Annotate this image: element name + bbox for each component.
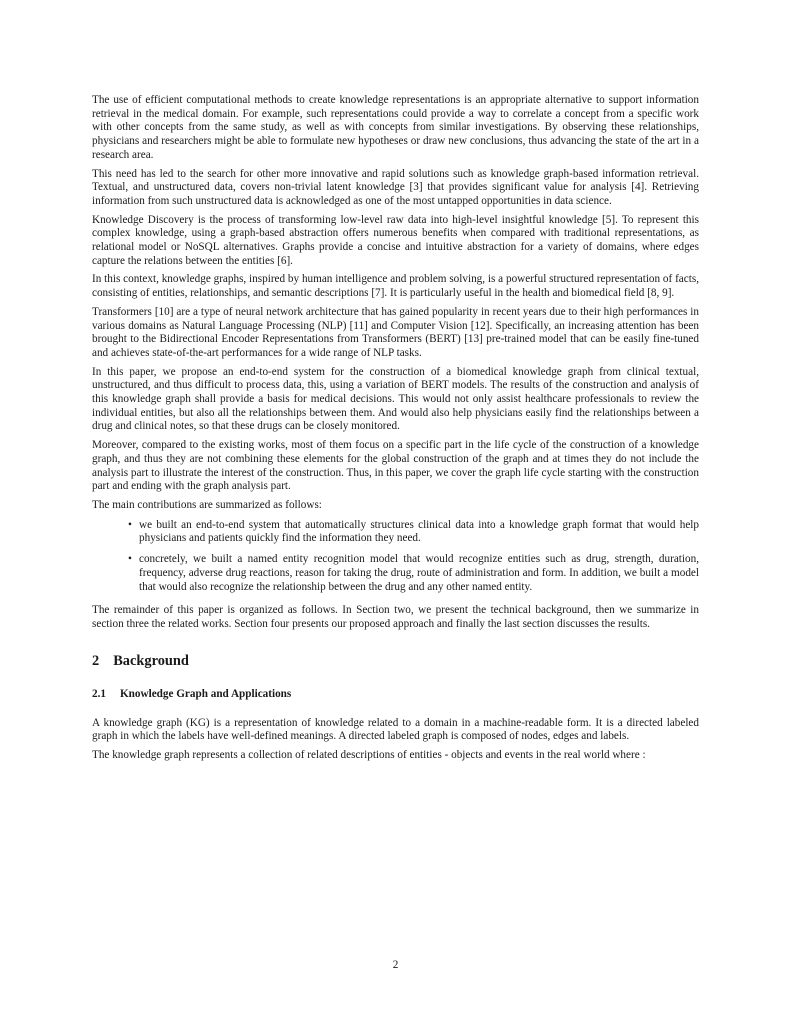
paragraph-contributions-lead: The main contributions are summarized as follows: xyxy=(92,498,322,511)
subsection-heading xyxy=(92,687,699,701)
paragraph-intro-5: Transformers [10] are a type of neural network architecture that has gained popularity in recent years due to their high performances in various domains as Natural Language Processing (NLP) [11] and Computer Vision [12]. Specifically, an increasing attention has been brought to the Bidirectional Encoder Representations from Transformers (BERT) [13] pre-trained model that can be easily fine-tuned and achieves state-of-the-art performances for a wide range of NLP tasks. xyxy=(92,305,699,359)
paragraph-kg-1: A knowledge graph (KG) is a representation of knowledge related to a domain in a machine-readable form. It is a directed labeled graph in which the labels have well-defined meanings. A directed labeled graph is composed of nodes, edges and labels. xyxy=(92,716,699,743)
section-title: Background xyxy=(113,652,189,669)
paper-body xyxy=(92,94,699,768)
section-heading xyxy=(92,652,699,670)
paragraph-outline: The remainder of this paper is organized as follows. In Section two, we present the technical background, then we summarize in section three the related works. Section four presents our proposed approach and finally the last section discusses the results. xyxy=(92,604,699,630)
paragraph-intro-2: This need has led to the search for other more innovative and rapid solutions such as knowledge graph-based information retrieval. Textual, and unstructured data, covers non-trivial latent knowledge [3] that provides significant value for analysis [4]. Retrieving information from such unstructured data is acknowledged as one of the most untapped opportunities in data science. xyxy=(92,167,699,207)
paragraph-intro-7: Moreover, compared to the existing works, most of them focus on a specific part in the life cycle of the construction of a knowledge graph, and thus they are not combining these elements for the global construction of the graph and at times they do not include the analysis part to illustrate the interest of the construction. Thus, in this paper, we cover the graph life cycle starting with the construction part and ending with the graph analysis part. xyxy=(92,439,699,493)
paragraph-intro-1: The use of efficient computational methods to create knowledge representations is an appropriate alternative to support information retrieval in the medical domain. For example, such representations could provide a way to correlate a concept from a specific work with other concepts from the same study, as well as with concepts from similar investigations. By observing these relationships, physicians and researchers might be able to formulate new hypotheses or draw new conclusions, thus advancing the state of the art in a research area. xyxy=(92,94,699,161)
bullet-icon: • xyxy=(128,518,132,531)
paragraph-kg-2: The knowledge graph represents a collection of related descriptions of entities - objects and events in the real world where : xyxy=(92,749,646,762)
paragraph-intro-4: In this context, knowledge graphs, inspired by human intelligence and problem solving, is a powerful structured representation of facts, consisting of entities, relationships, and semantic descriptions [7]. It is particularly useful in the health and biomedical field [8, 9]. xyxy=(92,273,699,300)
subsection-title: Knowledge Graph and Applications xyxy=(119,687,292,700)
paragraph-intro-3: Knowledge Discovery is the process of transforming low-level raw data into high-level insightful knowledge [5]. To represent this complex knowledge, using a graph-based abstraction offers numerous benefits when compared with traditional representations, as relational model or NoSQL alternatives. Graphs provide a concise and intuitive abstraction for a variety of domains, where edges capture the relations between the entities [6]. xyxy=(92,213,699,267)
contributions-list xyxy=(92,519,699,595)
section-number: 2 xyxy=(92,652,100,669)
list-item xyxy=(128,553,699,594)
paragraph-intro-6: In this paper, we propose an end-to-end system for the construction of a biomedical knowledge graph from clinical textual, unstructured, and thus difficult to process data, this, using a variation of BERT models. The results of the construction and analysis of this knowledge graph shall provide a basis for medical decisions. This would not only assist healthcare professionals to review the individual entities, but also all the relationships between them. And would also help physicians easily find the relationships between a drug and clinical notes, so that these drugs can be closely monitored. xyxy=(92,365,699,433)
list-item xyxy=(128,519,699,546)
bullet-icon: • xyxy=(128,553,132,566)
contribution-text: we built an end-to-end system that automatically structures clinical data into a knowledge graph format that would help physicians and patients quickly find the information they need. xyxy=(139,518,699,545)
subsection-number: 2.1 xyxy=(92,687,106,700)
contribution-text: concretely, we built a named entity recognition model that would recognize entities such as drug, strength, duration, frequency, adverse drug reactions, reason for taking the drug, route of administration and form. In addition, we built a model that would also recognize the relationship between the drug and any other named entity. xyxy=(139,553,699,593)
page-number: 2 xyxy=(392,959,399,971)
